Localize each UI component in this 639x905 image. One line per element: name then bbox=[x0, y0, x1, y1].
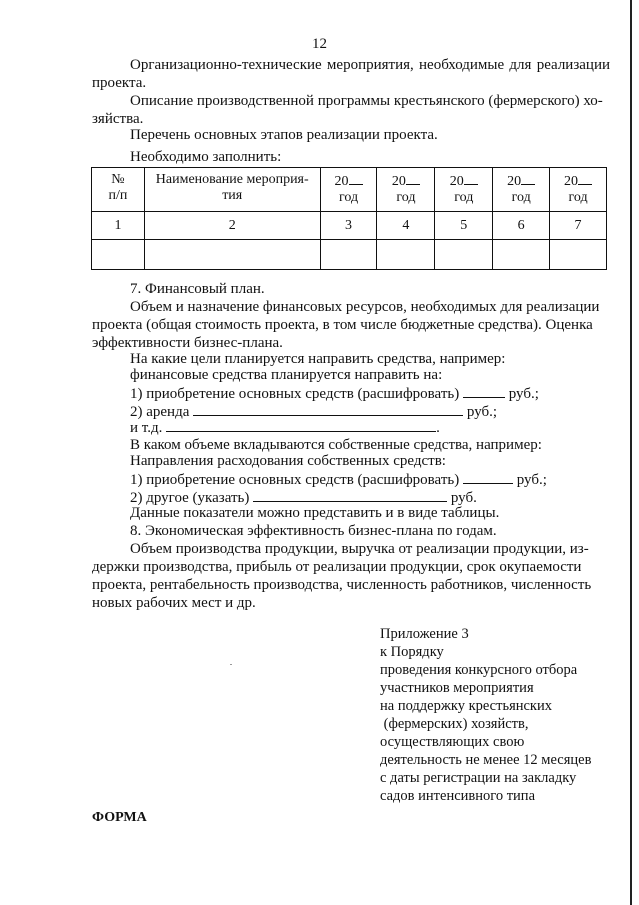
section-8-title: 8. Экономическая эффективность бизнес-плана по годам. bbox=[130, 523, 497, 539]
appendix-line: садов интенсивного типа bbox=[380, 788, 536, 804]
page-edge-line bbox=[630, 0, 632, 905]
intro-paragraph-4: Необходимо заполнить: bbox=[130, 149, 282, 165]
item-etc-blank[interactable] bbox=[166, 418, 436, 432]
year-prefix: 20 bbox=[391, 174, 406, 189]
header-year-5 bbox=[550, 168, 607, 212]
table-cell: 6 bbox=[493, 212, 550, 240]
year-prefix: 20 bbox=[334, 174, 349, 189]
header-year-4 bbox=[493, 168, 550, 212]
page-number: 12 bbox=[312, 36, 327, 52]
year-blank bbox=[578, 172, 592, 185]
item-1-amount-blank[interactable] bbox=[463, 384, 505, 398]
table-cell-empty[interactable] bbox=[144, 240, 320, 270]
appendix-line: деятельность не менее 12 месяцев bbox=[380, 752, 592, 768]
own-item-1-line bbox=[130, 470, 547, 489]
table-cell-empty[interactable] bbox=[377, 240, 435, 270]
table-cell: 4 bbox=[377, 212, 435, 240]
question-1: На какие цели планируется направить средства, например: bbox=[130, 351, 506, 367]
year-word: год bbox=[396, 190, 416, 205]
table-cell-empty[interactable] bbox=[320, 240, 377, 270]
own-item-1-amount-blank[interactable] bbox=[463, 470, 513, 484]
question-2: финансовые средства планируется направить на: bbox=[130, 367, 443, 383]
table-cell-empty[interactable] bbox=[92, 240, 145, 270]
scan-speck bbox=[230, 664, 232, 665]
header-year-1 bbox=[320, 168, 377, 212]
own-item-1-label: 1) приобретение основных средств (расшифровать) bbox=[130, 472, 460, 488]
item-2-rub: руб.; bbox=[466, 404, 498, 420]
note-table: Данные показатели можно представить и в виде таблицы. bbox=[130, 505, 500, 521]
item-1-label: 1) приобретение основных средств (расшифровать) bbox=[130, 386, 460, 402]
intro-paragraph-1: Организационно-технические мероприятия, необходимые для реализации проекта. bbox=[92, 57, 610, 91]
year-blank bbox=[464, 172, 478, 185]
year-blank bbox=[521, 172, 535, 185]
intro-paragraph-2-line-2: зяйства. bbox=[92, 111, 144, 127]
header-year-2 bbox=[377, 168, 435, 212]
section-7-line-2: проекта (общая стоимость проекта, в том числе бюджетные средства). Оценка bbox=[92, 317, 593, 333]
table-number-row bbox=[92, 212, 607, 240]
section-7-line-3: эффективности бизнес-плана. bbox=[92, 335, 283, 351]
section-7-line-1: Объем и назначение финансовых ресурсов, необходимых для реализации bbox=[130, 299, 600, 315]
appendix-block bbox=[380, 625, 620, 805]
header-name-line-2: тия bbox=[222, 188, 243, 203]
table-cell: 1 bbox=[92, 212, 145, 240]
year-prefix: 20 bbox=[449, 174, 464, 189]
stages-table bbox=[91, 167, 607, 270]
section-8-text bbox=[92, 540, 610, 612]
appendix-line: с даты регистрации на закладку bbox=[380, 770, 577, 786]
header-name bbox=[144, 168, 320, 212]
year-word: год bbox=[568, 190, 588, 205]
appendix-line: (фермерских) хозяйств, bbox=[380, 716, 529, 732]
table-empty-row bbox=[92, 240, 607, 270]
year-word: год bbox=[454, 190, 474, 205]
form-title: ФОРМА bbox=[92, 810, 147, 825]
appendix-line: осуществляющих свою bbox=[380, 734, 525, 750]
year-prefix: 20 bbox=[564, 174, 579, 189]
table-header-row bbox=[92, 168, 607, 212]
table-cell: 5 bbox=[435, 212, 493, 240]
appendix-line: проведения конкурсного отбора bbox=[380, 662, 578, 678]
section-8-line-4: новых рабочих мест и др. bbox=[92, 595, 256, 611]
table-cell: 3 bbox=[320, 212, 377, 240]
section-7-text bbox=[92, 298, 610, 352]
own-item-2-amount-blank[interactable] bbox=[253, 488, 447, 502]
intro-paragraph-4-block bbox=[92, 148, 610, 166]
intro-paragraph-3: Перечень основных этапов реализации проекта. bbox=[130, 127, 438, 143]
item-2-amount-blank[interactable] bbox=[193, 402, 463, 416]
table-cell: 2 bbox=[144, 212, 320, 240]
year-word: год bbox=[338, 190, 359, 205]
intro-paragraph-2-block bbox=[92, 92, 610, 128]
year-word: год bbox=[511, 190, 531, 205]
section-8-line-1: Объем производства продукции, выручка от реализации продукции, из- bbox=[130, 541, 589, 557]
header-number-line-1: № bbox=[111, 172, 125, 187]
header-number-line-2: п/п bbox=[108, 188, 128, 203]
intro-paragraph-3-block bbox=[92, 126, 610, 144]
appendix-line: Приложение 3 bbox=[380, 626, 469, 642]
header-name-line-1: Наименование мероприя- bbox=[155, 172, 309, 187]
own-item-2-label: 2) другое (указать) bbox=[130, 490, 250, 506]
own-item-2-rub: руб. bbox=[450, 490, 477, 506]
appendix-line: участников мероприятия bbox=[380, 680, 534, 696]
item-2-label: 2) аренда bbox=[130, 404, 190, 420]
item-etc-label: и т.д. bbox=[130, 420, 163, 436]
item-etc-line: и т.д. . bbox=[130, 420, 440, 436]
intro-paragraph-2-line-1: Описание производственной программы крестьянского (фермерского) хо- bbox=[130, 93, 603, 109]
item-1-line bbox=[130, 384, 539, 403]
appendix-line: на поддержку крестьянских bbox=[380, 698, 552, 714]
year-blank bbox=[406, 172, 420, 185]
appendix-line: к Порядку bbox=[380, 644, 444, 660]
table-cell: 7 bbox=[550, 212, 607, 240]
table-cell-empty[interactable] bbox=[435, 240, 493, 270]
section-8-line-2: держки производства, прибыль от реализации продукции, срок окупаемости bbox=[92, 559, 582, 575]
year-blank bbox=[349, 172, 363, 185]
intro-section bbox=[92, 56, 610, 92]
header-year-3 bbox=[435, 168, 493, 212]
section-8-line-3: проекта, рентабельность производства, численность работников, численность bbox=[92, 577, 592, 593]
item-1-rub: руб.; bbox=[508, 386, 539, 402]
table-cell-empty[interactable] bbox=[493, 240, 550, 270]
header-number bbox=[92, 168, 145, 212]
question-3: В каком объеме вкладываются собственные средства, например: bbox=[130, 437, 542, 453]
own-item-1-rub: руб.; bbox=[516, 472, 547, 488]
year-prefix: 20 bbox=[507, 174, 522, 189]
section-7-title: 7. Финансовый план. bbox=[130, 281, 265, 297]
question-4: Направления расходования собственных средств: bbox=[130, 453, 446, 469]
table-cell-empty[interactable] bbox=[550, 240, 607, 270]
